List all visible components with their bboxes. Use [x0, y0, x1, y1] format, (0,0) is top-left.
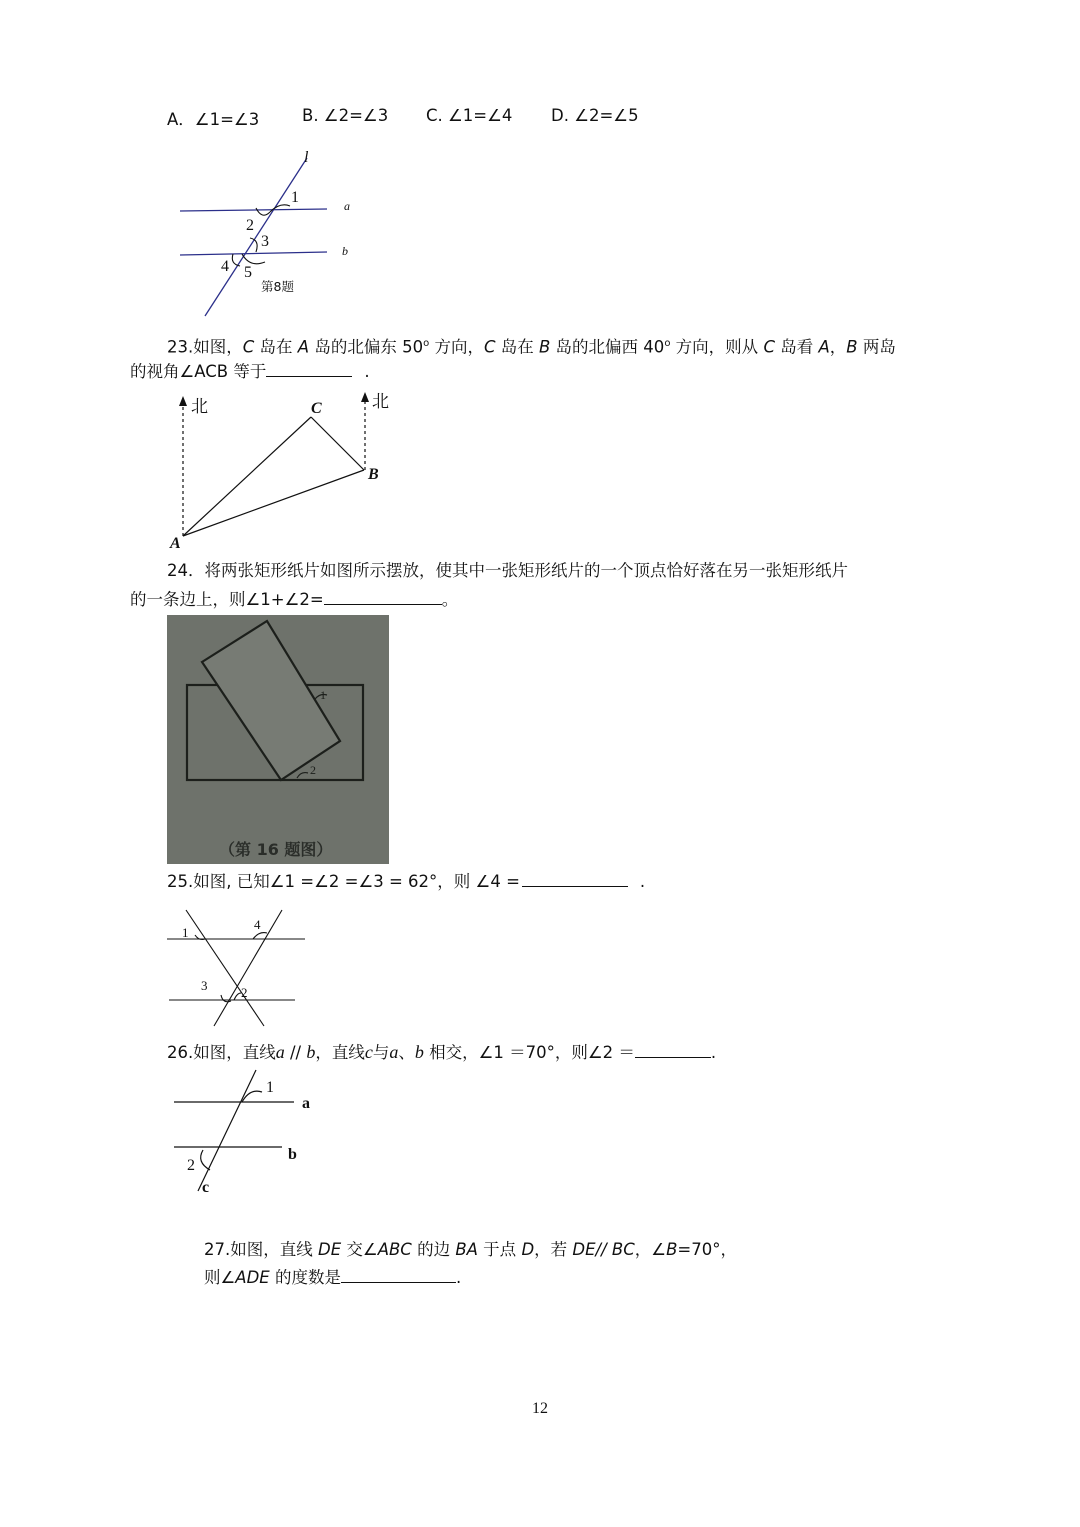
label-1: 1: [266, 1079, 274, 1096]
label-4: 4: [221, 258, 229, 275]
segment-ab: [183, 470, 364, 536]
question-26: 26.如图，直线a // b，直线c与a、b 相交，∠1 ＝70°，则∠2 ＝ .: [167, 1038, 716, 1067]
page-number: 12: [532, 1400, 548, 1417]
label-2: 2: [310, 763, 316, 777]
figure-q24-photo: [167, 615, 389, 864]
question-25: 25.如图, 已知∠1 =∠2 =∠3 = 62°，则 ∠4 = .: [167, 868, 645, 896]
north-arrow-a: [179, 396, 187, 406]
label-4: 4: [254, 917, 261, 932]
figure-q8: [170, 140, 370, 320]
north-label-b: 北: [372, 392, 389, 411]
arc-5: [242, 254, 265, 264]
figure-q26: [170, 1068, 320, 1203]
arc-4: [253, 933, 267, 939]
arc-2: [234, 993, 241, 1000]
figure-q23: [165, 390, 405, 555]
label-b: b: [288, 1146, 297, 1163]
label-2: 2: [246, 217, 254, 234]
line-right-diagonal: [214, 910, 282, 1026]
figure-q25: [165, 905, 315, 1030]
answer-blank[interactable]: [324, 586, 442, 605]
segment-cb: [311, 417, 364, 470]
north-label-a: 北: [191, 397, 208, 416]
question-24-line-2: 的一条边上，则∠1+∠2= 。: [130, 586, 458, 614]
line-a: [180, 209, 327, 211]
point-c: C: [311, 400, 322, 417]
arc-3: [221, 995, 231, 1002]
arc-2: [256, 208, 270, 215]
option-d: D. ∠2=∠5: [551, 106, 639, 125]
line-b: [180, 252, 327, 255]
question-23-line-1: 23.如图，C 岛在 A 岛的北偏东 50$^o$ 方向，C 岛在 B 岛的北偏西 40$^o$ 方向，则从 C 岛看 A，B 两岛: [167, 337, 896, 357]
answer-blank[interactable]: [266, 358, 352, 377]
figure-caption: 第8题: [261, 279, 294, 294]
label-2: 2: [241, 985, 248, 1000]
north-arrow-b: [361, 392, 369, 402]
label-a: a: [302, 1095, 310, 1112]
option-a: A．∠1=∠3: [167, 110, 260, 129]
label-1: 1: [182, 925, 189, 940]
figure-caption: （第 16 题图）: [219, 840, 333, 859]
label-1: 1: [291, 189, 299, 206]
label-a: a: [344, 199, 350, 213]
label-3: 3: [201, 978, 208, 993]
line-left-diagonal: [186, 910, 264, 1026]
label-b: b: [342, 244, 348, 258]
arc-2: [201, 1150, 210, 1170]
answer-blank[interactable]: [635, 1039, 711, 1058]
question-27-line-2: 则∠ADE 的度数是 .: [204, 1264, 461, 1292]
label-5: 5: [244, 264, 252, 281]
point-b: B: [368, 466, 379, 483]
label-3: 3: [261, 233, 269, 250]
answer-blank[interactable]: [341, 1264, 456, 1283]
label-2: 2: [187, 1157, 195, 1174]
label-l: l: [304, 149, 309, 166]
question-27-line-1: 27.如图，直线 DE 交∠ABC 的边 BA 于点 D，若 DE// BC，∠B=70°，: [204, 1240, 737, 1259]
option-c: C. ∠1=∠4: [426, 106, 513, 125]
label-1: 1: [320, 688, 326, 702]
segment-ac: [183, 417, 311, 536]
answer-blank[interactable]: [522, 868, 628, 887]
option-b: B. ∠2=∠3: [302, 106, 389, 125]
point-a: A: [170, 535, 181, 552]
question-23-line-2: 的视角∠ACB 等于 .: [130, 358, 370, 386]
line-c: [198, 1070, 256, 1191]
label-c: c: [202, 1179, 210, 1196]
question-24-line-1: 24．将两张矩形纸片如图所示摆放，使其中一张矩形纸片的一个顶点恰好落在另一张矩形纸片: [167, 561, 848, 580]
